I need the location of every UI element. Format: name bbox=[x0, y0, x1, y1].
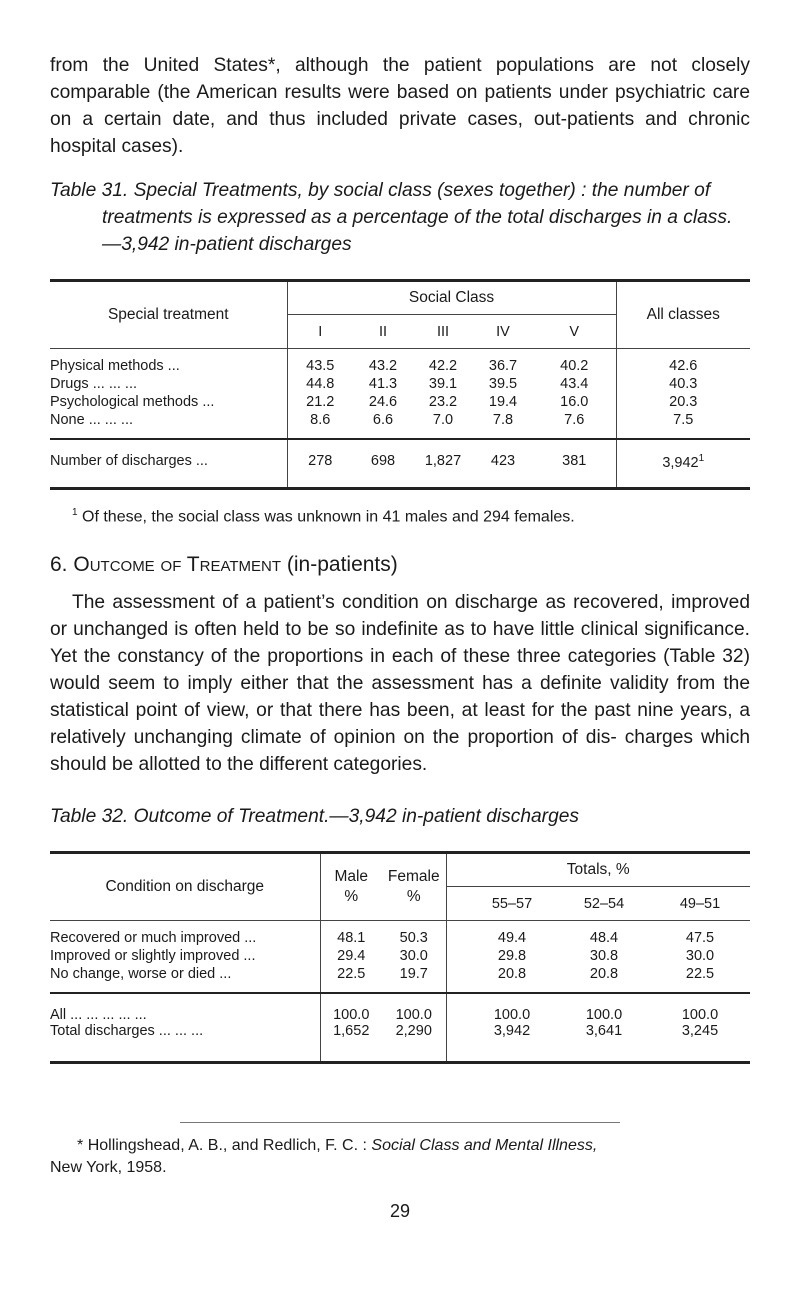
table31-total-row bbox=[50, 439, 750, 489]
cell: 29.8 bbox=[497, 947, 527, 964]
row-label: Physical methods ... bbox=[50, 357, 180, 374]
class-header: IV bbox=[496, 323, 510, 340]
table-row bbox=[50, 929, 750, 947]
cell: 30.8 bbox=[589, 947, 619, 964]
row-label: None ... ... ... bbox=[50, 411, 134, 428]
cell: 7.0 bbox=[432, 411, 454, 428]
female-label: Female bbox=[387, 868, 440, 886]
cell: 36.7 bbox=[488, 357, 518, 374]
total-all-value: 3,942 bbox=[662, 454, 699, 471]
cell: 49.4 bbox=[497, 929, 527, 946]
table31-group-label: Social Class bbox=[287, 281, 616, 315]
cell: 41.3 bbox=[368, 375, 398, 392]
cell: 22.5 bbox=[320, 965, 382, 983]
cell: 43.5 bbox=[287, 357, 353, 375]
table31-col-label: Special treatment bbox=[107, 306, 229, 323]
table32 bbox=[50, 851, 750, 1064]
female-header bbox=[382, 853, 446, 921]
cell: 100.0 bbox=[585, 1006, 623, 1023]
cell: 39.5 bbox=[488, 375, 518, 392]
cell: 1,652 bbox=[320, 1023, 382, 1063]
totals-label: Totals, % bbox=[446, 853, 750, 887]
footnote-divider bbox=[180, 1122, 620, 1123]
cell: 44.8 bbox=[287, 375, 353, 393]
cell: 47.5 bbox=[685, 929, 715, 946]
cell: 8.6 bbox=[287, 411, 353, 429]
pct-label: % bbox=[406, 888, 421, 906]
page-number: 29 bbox=[389, 1201, 411, 1222]
table31 bbox=[50, 279, 750, 490]
cell-all: 40.3 bbox=[616, 375, 750, 393]
cell: 698 bbox=[370, 452, 396, 469]
cell: 7.8 bbox=[492, 411, 514, 428]
row-label: Psychological methods ... bbox=[50, 393, 215, 410]
footnote-ref: 1 bbox=[698, 452, 705, 464]
period-header: 52–54 bbox=[583, 895, 625, 912]
cell-all: 7.5 bbox=[616, 411, 750, 429]
cell: 24.6 bbox=[368, 393, 398, 410]
footnote-mark: 1 bbox=[72, 507, 78, 518]
cell: 19.4 bbox=[488, 393, 518, 410]
cell: 3,245 bbox=[681, 1022, 719, 1039]
footnote-book-title: Social Class and Mental Illness, bbox=[371, 1137, 598, 1155]
table-row bbox=[50, 965, 750, 983]
class-header: III bbox=[436, 323, 450, 340]
cell: 100.0 bbox=[395, 1006, 432, 1023]
cell: 7.6 bbox=[564, 411, 585, 428]
cell: 100.0 bbox=[681, 1006, 719, 1023]
cell: 100.0 bbox=[320, 993, 382, 1023]
body-paragraph: The assessment of a patient’s condition on discharge as recovered, improved or unchanged is often held to be so indefinite as to have little clinical significance. Yet the constancy of the proportions in each of these three categories (Table 32) would seem to imply either that the assessment has a definite validity from the statistical point of view, or that there has been, at least for the past nine years, a relatively unchanging climate of opinion on the proportion of dis- charges which should be allotted to the different categories. bbox=[50, 592, 750, 776]
footnote-mark: * bbox=[77, 1137, 84, 1155]
table31-footnote bbox=[50, 502, 750, 528]
cell-all bbox=[616, 439, 750, 489]
cell: 42.2 bbox=[428, 357, 458, 374]
cell: 23.2 bbox=[428, 393, 458, 410]
footnote-text: Of these, the social class was unknown in 41 males and 294 females. bbox=[82, 508, 575, 526]
cell: 29.4 bbox=[320, 947, 382, 965]
section-title-suffix: (in-patients) bbox=[286, 553, 398, 577]
cell: 3,641 bbox=[585, 1022, 623, 1039]
table-row bbox=[50, 1023, 750, 1063]
footnote-place: New York, 1958. bbox=[50, 1159, 167, 1177]
cell: 20.8 bbox=[497, 965, 527, 982]
table32-caption: Table 32. Outcome of Treatment.—3,942 in-patient discharges bbox=[50, 806, 580, 828]
cell: 19.7 bbox=[399, 965, 428, 982]
cell: 381 bbox=[562, 452, 587, 469]
period-header: 49–51 bbox=[679, 895, 721, 912]
cell: 423 bbox=[490, 452, 516, 469]
table31-all-label: All classes bbox=[616, 281, 750, 349]
cell: 6.6 bbox=[372, 411, 394, 428]
row-label: No change, worse or died ... bbox=[50, 965, 232, 982]
cell: 48.1 bbox=[320, 929, 382, 947]
cell: 3,942 bbox=[493, 1022, 531, 1039]
cell: 2,290 bbox=[395, 1022, 432, 1039]
cell: 1,827 bbox=[424, 452, 462, 469]
male-label: Male bbox=[334, 868, 369, 886]
class-header: V bbox=[569, 323, 580, 340]
footer-note bbox=[50, 1135, 750, 1179]
table-row bbox=[50, 375, 750, 393]
table-row bbox=[50, 411, 750, 429]
cell: 48.4 bbox=[589, 929, 619, 946]
cell: 30.0 bbox=[399, 947, 428, 964]
pct-label: % bbox=[344, 888, 359, 906]
table-row bbox=[50, 393, 750, 411]
row-label: All ... ... ... ... ... bbox=[50, 1006, 147, 1023]
table-row bbox=[50, 357, 750, 375]
section-heading bbox=[50, 551, 750, 579]
cell: 50.3 bbox=[399, 929, 428, 946]
table-row bbox=[50, 947, 750, 965]
male-header bbox=[320, 853, 382, 921]
class-header: I bbox=[287, 315, 353, 349]
period-header: 55–57 bbox=[491, 895, 533, 912]
cell: 100.0 bbox=[493, 1006, 531, 1023]
cell-all: 20.3 bbox=[616, 393, 750, 411]
cell: 40.2 bbox=[560, 357, 589, 374]
cell: 43.4 bbox=[560, 375, 589, 392]
row-label: Total discharges ... ... ... bbox=[50, 1022, 204, 1039]
cell: 22.5 bbox=[685, 965, 715, 982]
table32-col-label: Condition on discharge bbox=[105, 878, 265, 896]
table-row bbox=[50, 993, 750, 1023]
row-label: Drugs ... ... ... bbox=[50, 375, 138, 392]
cell-all: 42.6 bbox=[616, 357, 750, 375]
cell: 21.2 bbox=[287, 393, 353, 411]
cell: 278 bbox=[287, 439, 353, 489]
cell: 16.0 bbox=[560, 393, 589, 410]
row-label: Improved or slightly improved ... bbox=[50, 947, 256, 964]
row-label: Recovered or much improved ... bbox=[50, 929, 257, 946]
table31-caption: Table 31. Special Treatments, by social class (sexes together) : the number of treatments is expressed as a percentage of the total discharges in a class.—3,942 in-patient discharges bbox=[50, 180, 733, 255]
cell: 30.0 bbox=[685, 947, 715, 964]
row-label: Number of discharges ... bbox=[50, 452, 208, 469]
section-number: 6. bbox=[50, 553, 68, 577]
cell: 39.1 bbox=[428, 375, 458, 392]
intro-paragraph: from the United States*, although the patient populations are not closely comparable (the American results were based on patients under psychiatric care on a certain date, and thus included private cases, out-patients and chronic hospital cases). bbox=[50, 55, 750, 157]
cell: 43.2 bbox=[368, 357, 398, 374]
section-title: Outcome of Treatment bbox=[73, 553, 282, 577]
class-header: II bbox=[378, 323, 388, 340]
footnote-authors: Hollingshead, A. B., and Redlich, F. C. : bbox=[87, 1137, 367, 1155]
cell: 20.8 bbox=[589, 965, 619, 982]
